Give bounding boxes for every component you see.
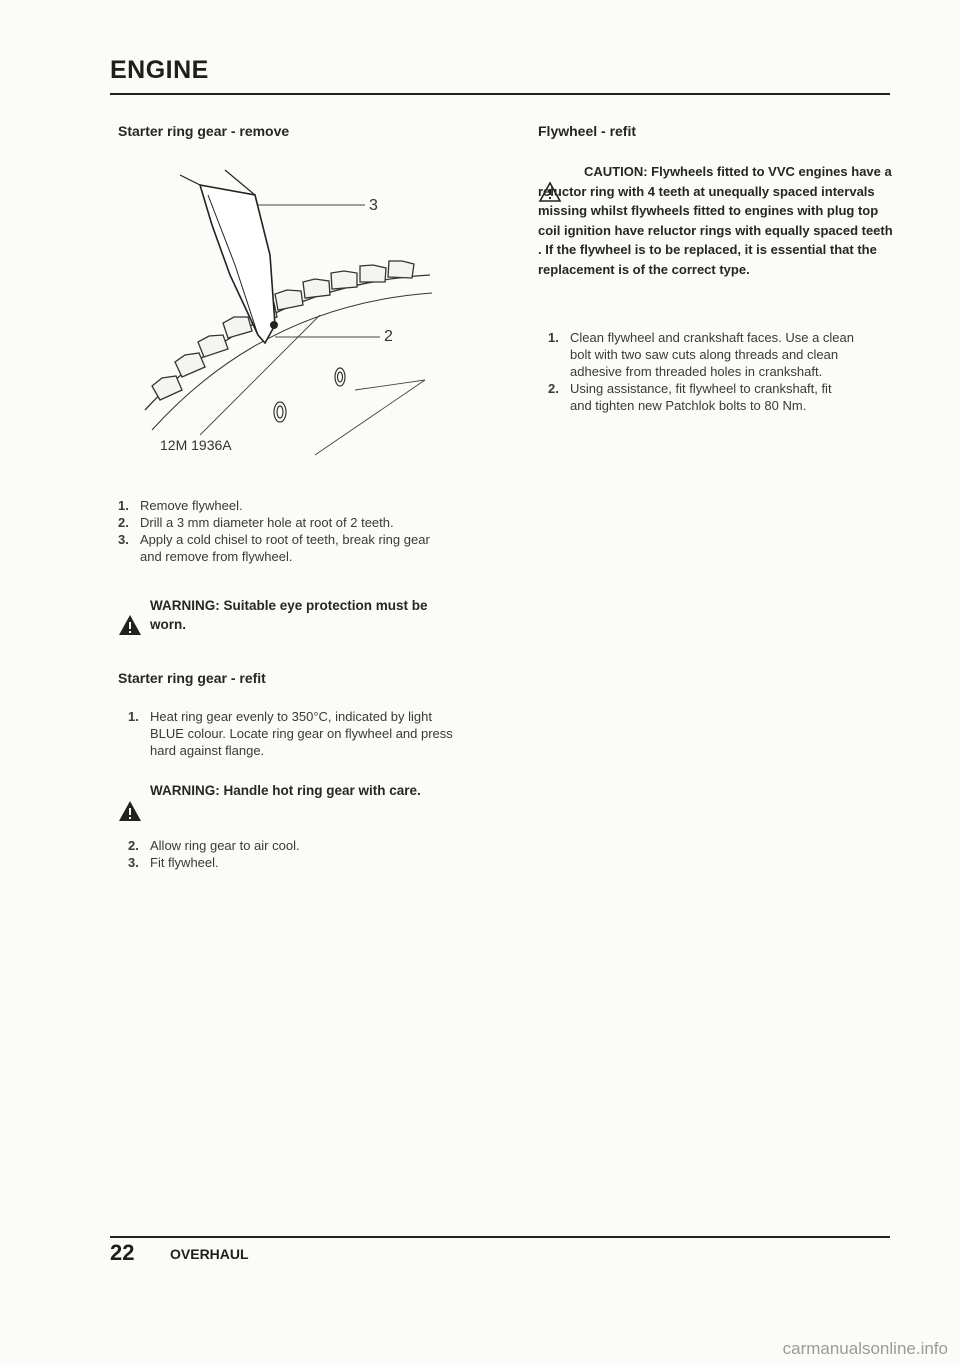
callout-3: 3	[369, 197, 378, 214]
section-title: ENGINE	[110, 56, 209, 84]
list-item: 2. Using assistance, fit flywheel to crankshaft, fit and tighten new Patchlok bolts to 80 Nm.	[548, 381, 832, 413]
list-item: 1. Clean flywheel and crankshaft faces. Use a clean bolt with two saw cuts along threads and clean adhesive from threaded holes in crankshaft.	[548, 330, 854, 379]
remove-heading: Starter ring gear - remove	[118, 123, 290, 139]
figure-code: 12M 1936A	[160, 437, 232, 453]
watermark: carmanualsonline.info	[782, 1339, 948, 1358]
refit-heading: Starter ring gear - refit	[118, 670, 266, 686]
remove-steps-list	[118, 497, 468, 565]
footer-rule	[110, 1236, 890, 1238]
list-item: 1. Heat ring gear evenly to 350°C, indicated by light BLUE colour. Locate ring gear on flywheel and press hard against flange.	[128, 709, 453, 758]
list-item: 2. Allow ring gear to air cool.	[128, 838, 300, 853]
list-item: 1. Remove flywheel.	[118, 498, 243, 513]
header-rule	[110, 93, 890, 95]
footer-section: OVERHAUL	[170, 1246, 249, 1262]
warning-icon	[118, 800, 142, 822]
list-item: 3. Fit flywheel.	[128, 855, 219, 870]
page-number: 22	[110, 1240, 135, 1265]
warning-eye-protection: WARNING: Suitable eye protection must be worn.	[150, 598, 428, 632]
ring-gear-figure	[140, 165, 440, 465]
flywheel-steps-list	[548, 329, 878, 414]
list-item: 3. Apply a cold chisel to root of teeth, break ring gear and remove from flywheel.	[118, 532, 430, 564]
warning-icon	[118, 614, 142, 636]
list-item: 2. Drill a 3 mm diameter hole at root of 2 teeth.	[118, 515, 394, 530]
flywheel-refit-heading: Flywheel - refit	[538, 123, 637, 139]
refit-steps-list	[128, 837, 468, 871]
caution-flywheel-type: CAUTION: Flywheels fitted to VVC engines have a reluctor ring with 4 teeth at unequally spaced intervals missing whilst flywheels fitted to engines with plug top coil ignition have reluctor rings with equally spaced teeth . If the flywheel is to be replaced, it is essential that the replacement is of the correct type.	[538, 164, 893, 277]
warning-hot-ring-gear: WARNING: Handle hot ring gear with care.	[150, 783, 421, 798]
callout-2: 2	[384, 328, 393, 345]
